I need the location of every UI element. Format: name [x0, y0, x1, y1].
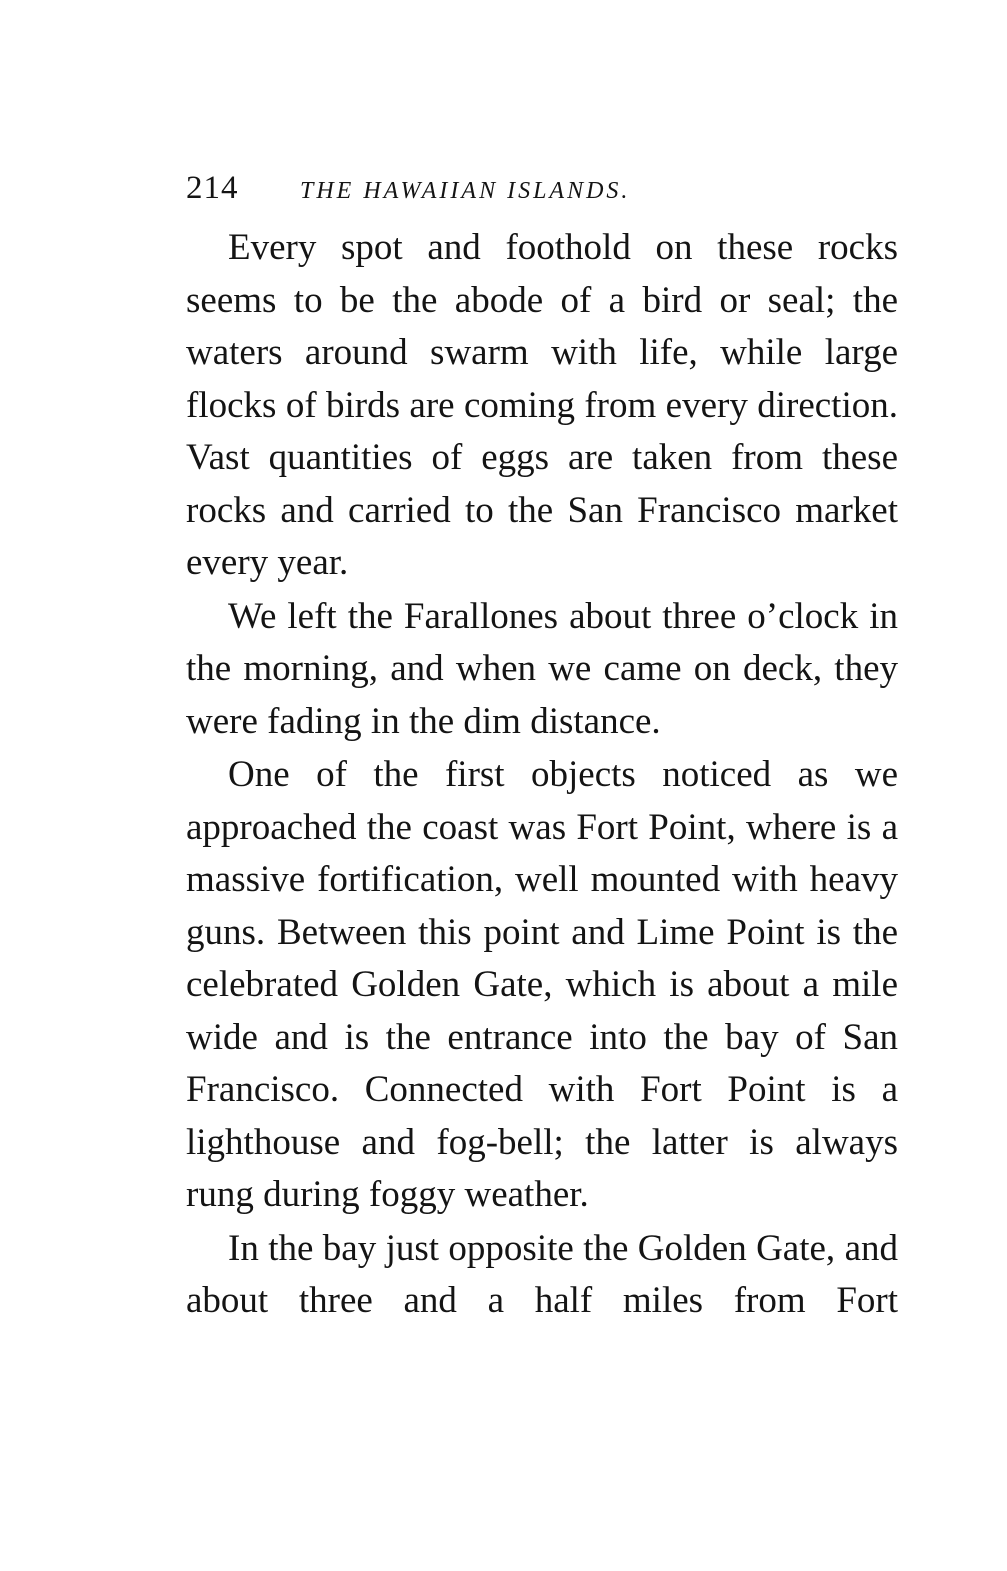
body-text	[186, 222, 898, 1328]
page-number: 214	[186, 170, 239, 206]
paragraph: One of the first objects noticed as we approached the coast was Fort Point, where is a massive fortification, well mounted with heavy guns. Between this point and Lime Point is the celebrated Golden Gate, which is about a mile wide and is the entrance into the bay of San Francisco. Connected with Fort Point is a lighthouse and fog-bell; the latter is always rung during foggy weather.	[186, 754, 898, 1215]
paragraph: We left the Farallones about three o’clock in the morning, and when we came on deck, they were fading in the dim distance.	[186, 595, 898, 742]
running-head	[186, 170, 898, 222]
paragraph: In the bay just opposite the Golden Gate, and about three and a half miles from Fort	[186, 1227, 898, 1321]
paragraph: Every spot and foothold on these rocks seems to be the abode of a bird or seal; the waters around swarm with life, while large flocks of birds are coming from every direction. Vast quantities of eggs are taken from these rocks and carried to the San Francisco market every year.	[186, 227, 898, 583]
running-title: THE HAWAIIAN ISLANDS.	[300, 178, 631, 204]
book-page	[186, 170, 898, 1329]
